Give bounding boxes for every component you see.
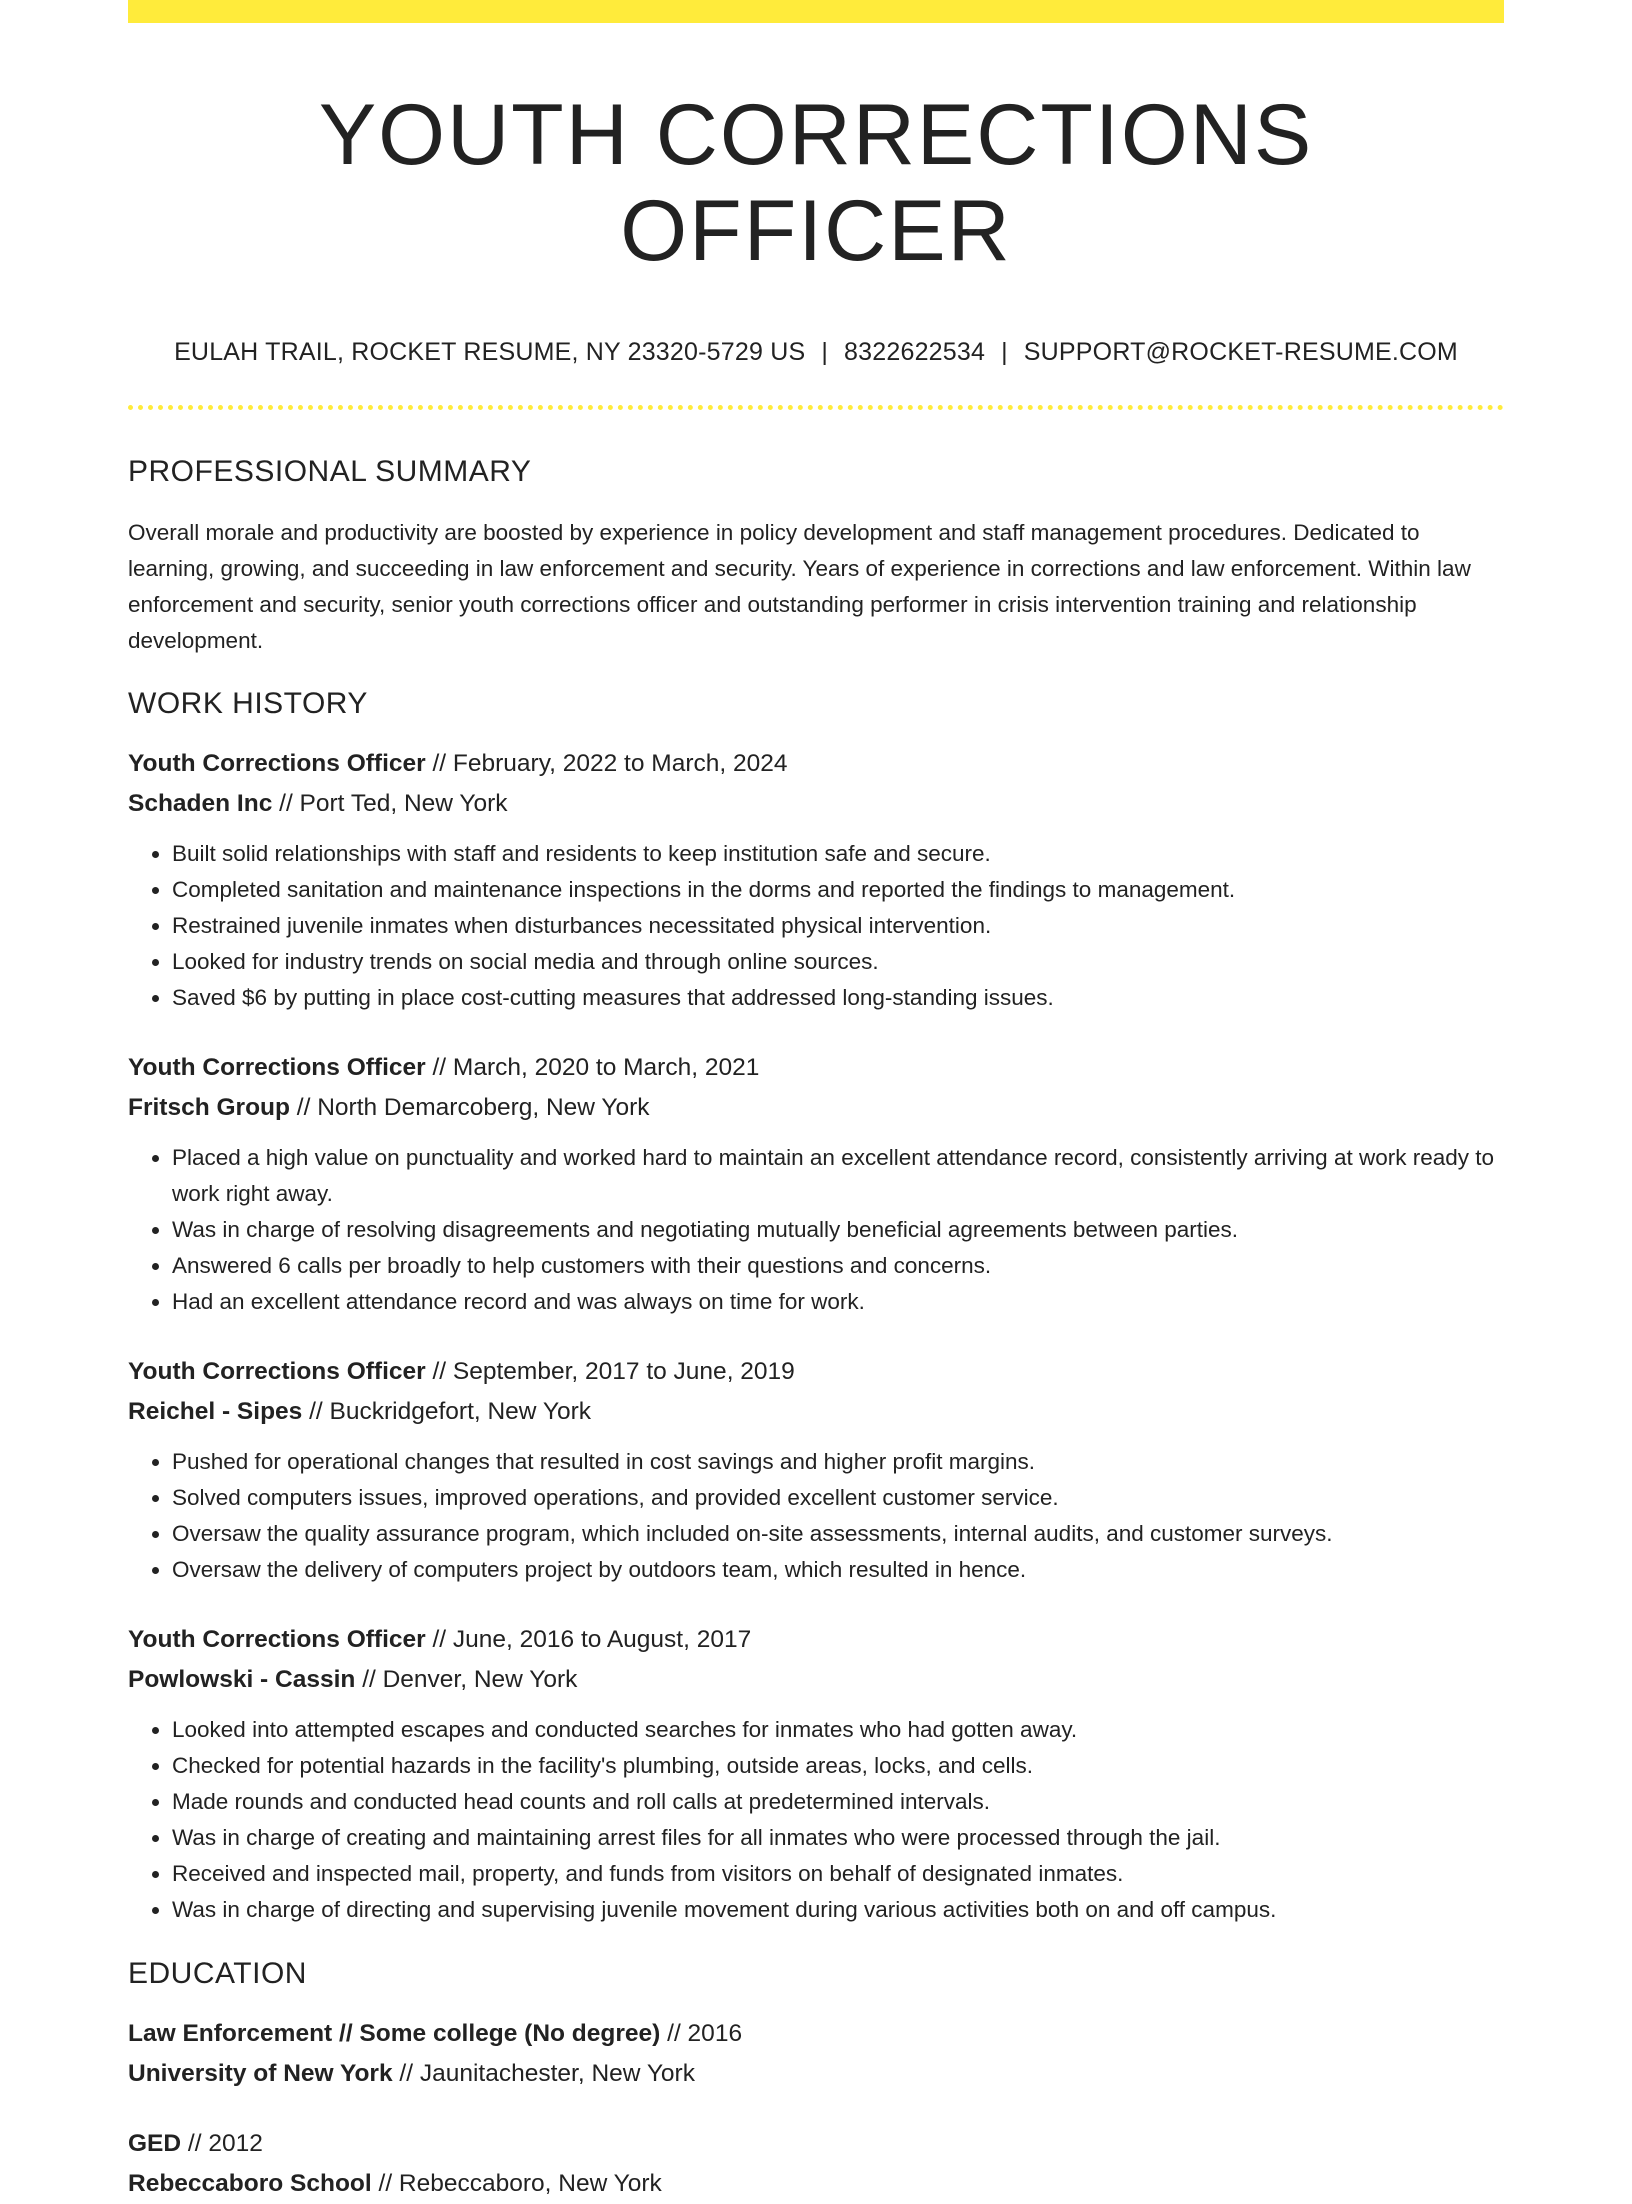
job-role-line — [128, 1620, 1504, 1660]
job-company: Fritsch Group — [128, 1094, 290, 1121]
job-location: // Port Ted, New York — [279, 790, 508, 817]
bullet-item: • Restrained juvenile inmates when disturbances necessitated physical intervention. — [172, 908, 1504, 944]
education-school-line — [128, 2164, 1504, 2204]
job-bullets — [128, 1444, 1504, 1588]
job-location: // Denver, New York — [362, 1666, 578, 1693]
bullet-item: • Looked for industry trends on social media and through online sources. — [172, 944, 1504, 980]
contact-phone[interactable]: 8322622534 — [844, 338, 986, 366]
bullet-item: • Was in charge of directing and supervising juvenile movement during various activities both on and off campus. — [172, 1892, 1504, 1928]
education-entry — [128, 2124, 1504, 2204]
job-bullets — [128, 1712, 1504, 1928]
job-company: Reichel - Sipes — [128, 1398, 303, 1425]
section-title-summary: PROFESSIONAL SUMMARY — [128, 455, 532, 488]
contact-address: EULAH TRAIL, ROCKET RESUME, NY 23320-5729 US — [174, 338, 806, 366]
job-bullets — [128, 1140, 1504, 1320]
job-company-line — [128, 1392, 1504, 1432]
bullet-item: • Made rounds and conducted head counts and roll calls at predetermined intervals. — [172, 1784, 1504, 1820]
job-dates: // September, 2017 to June, 2019 — [432, 1358, 795, 1385]
job-entry — [128, 1620, 1504, 1928]
contact-email[interactable]: SUPPORT@ROCKET-RESUME.COM — [1023, 338, 1458, 366]
education-school: University of New York — [128, 2060, 393, 2087]
section-title-work-history: WORK HISTORY — [128, 687, 368, 720]
job-company: Schaden Inc — [128, 790, 273, 817]
job-dates: // February, 2022 to March, 2024 — [432, 750, 788, 777]
job-role: Youth Corrections Officer — [128, 1054, 426, 1081]
education-degree-line — [128, 2124, 1504, 2164]
job-role-line — [128, 1048, 1504, 1088]
job-role: Youth Corrections Officer — [128, 1626, 426, 1653]
job-company-line — [128, 1088, 1504, 1128]
job-role: Youth Corrections Officer — [128, 750, 426, 777]
top-accent-bar — [128, 0, 1504, 23]
bullet-item: • Placed a high value on punctuality and worked hard to maintain an excellent attendance record, consistently arriving at work ready to work right away. — [172, 1140, 1504, 1212]
job-role: Youth Corrections Officer — [128, 1358, 426, 1385]
education-year: // 2012 — [187, 2130, 263, 2157]
education-entry — [128, 2014, 1504, 2094]
job-role-line — [128, 744, 1504, 784]
contact-separator: | — [821, 338, 829, 366]
candidate-title: YOUTH CORRECTIONS OFFICER — [318, 87, 1314, 279]
dotted-divider — [128, 405, 1504, 410]
education-location: // Jaunitachester, New York — [399, 2060, 695, 2087]
job-company: Powlowski - Cassin — [128, 1666, 356, 1693]
summary-text: Overall morale and productivity are boosted by experience in policy development and staff management procedures. Dedicated to learning, growing, and succeeding in law enforcement and security. Years of experience in corrections and law enforcement. Within law enforcement and security, senior youth corrections officer and outstanding performer in crisis intervention training and relationship development. — [128, 520, 1471, 653]
bullet-item: • Was in charge of creating and maintaining arrest files for all inmates who were processed through the jail. — [172, 1820, 1504, 1856]
job-company-line — [128, 1660, 1504, 1700]
job-entry — [128, 1048, 1504, 1320]
bullet-item: • Answered 6 calls per broadly to help customers with their questions and concerns. — [172, 1248, 1504, 1284]
bullet-item: • Had an excellent attendance record and was always on time for work. — [172, 1284, 1504, 1320]
job-dates: // June, 2016 to August, 2017 — [432, 1626, 752, 1653]
job-location: // Buckridgefort, New York — [309, 1398, 591, 1425]
contact-line — [128, 337, 1504, 367]
job-dates: // March, 2020 to March, 2021 — [432, 1054, 760, 1081]
bullet-item: • Saved $6 by putting in place cost-cutting measures that addressed long-standing issues. — [172, 980, 1504, 1016]
job-entry — [128, 744, 1504, 1016]
education-school-line — [128, 2054, 1504, 2094]
bullet-item: • Pushed for operational changes that resulted in cost savings and higher profit margins. — [172, 1444, 1504, 1480]
bullet-item: • Checked for potential hazards in the facility's plumbing, outside areas, locks, and cells. — [172, 1748, 1504, 1784]
bullet-item: • Built solid relationships with staff and residents to keep institution safe and secure. — [172, 836, 1504, 872]
bullet-item: • Was in charge of resolving disagreements and negotiating mutually beneficial agreements between parties. — [172, 1212, 1504, 1248]
education-location: // Rebeccaboro, New York — [378, 2170, 662, 2197]
education-degree: GED — [128, 2130, 182, 2157]
resume-page — [128, 0, 1504, 2204]
bullet-item: • Oversaw the delivery of computers project by outdoors team, which resulted in hence. — [172, 1552, 1504, 1588]
education-degree: Law Enforcement // Some college (No degree) — [128, 2020, 661, 2047]
job-company-line — [128, 784, 1504, 824]
job-role-line — [128, 1352, 1504, 1392]
bullet-item: • Oversaw the quality assurance program, which included on-site assessments, internal audits, and customer surveys. — [172, 1516, 1504, 1552]
section-title-education: EDUCATION — [128, 1957, 307, 1990]
bullet-item: • Solved computers issues, improved operations, and provided excellent customer service. — [172, 1480, 1504, 1516]
education-degree-line — [128, 2014, 1504, 2054]
bullet-item: • Looked into attempted escapes and conducted searches for inmates who had gotten away. — [172, 1712, 1504, 1748]
job-entry — [128, 1352, 1504, 1588]
bullet-item: • Completed sanitation and maintenance inspections in the dorms and reported the findings to management. — [172, 872, 1504, 908]
contact-separator: | — [1001, 338, 1008, 366]
job-bullets — [128, 836, 1504, 1016]
job-location: // North Demarcoberg, New York — [296, 1094, 650, 1121]
education-school: Rebeccaboro School — [128, 2170, 372, 2197]
bullet-item: • Received and inspected mail, property, and funds from visitors on behalf of designated inmates. — [172, 1856, 1504, 1892]
education-year: // 2016 — [667, 2020, 743, 2047]
